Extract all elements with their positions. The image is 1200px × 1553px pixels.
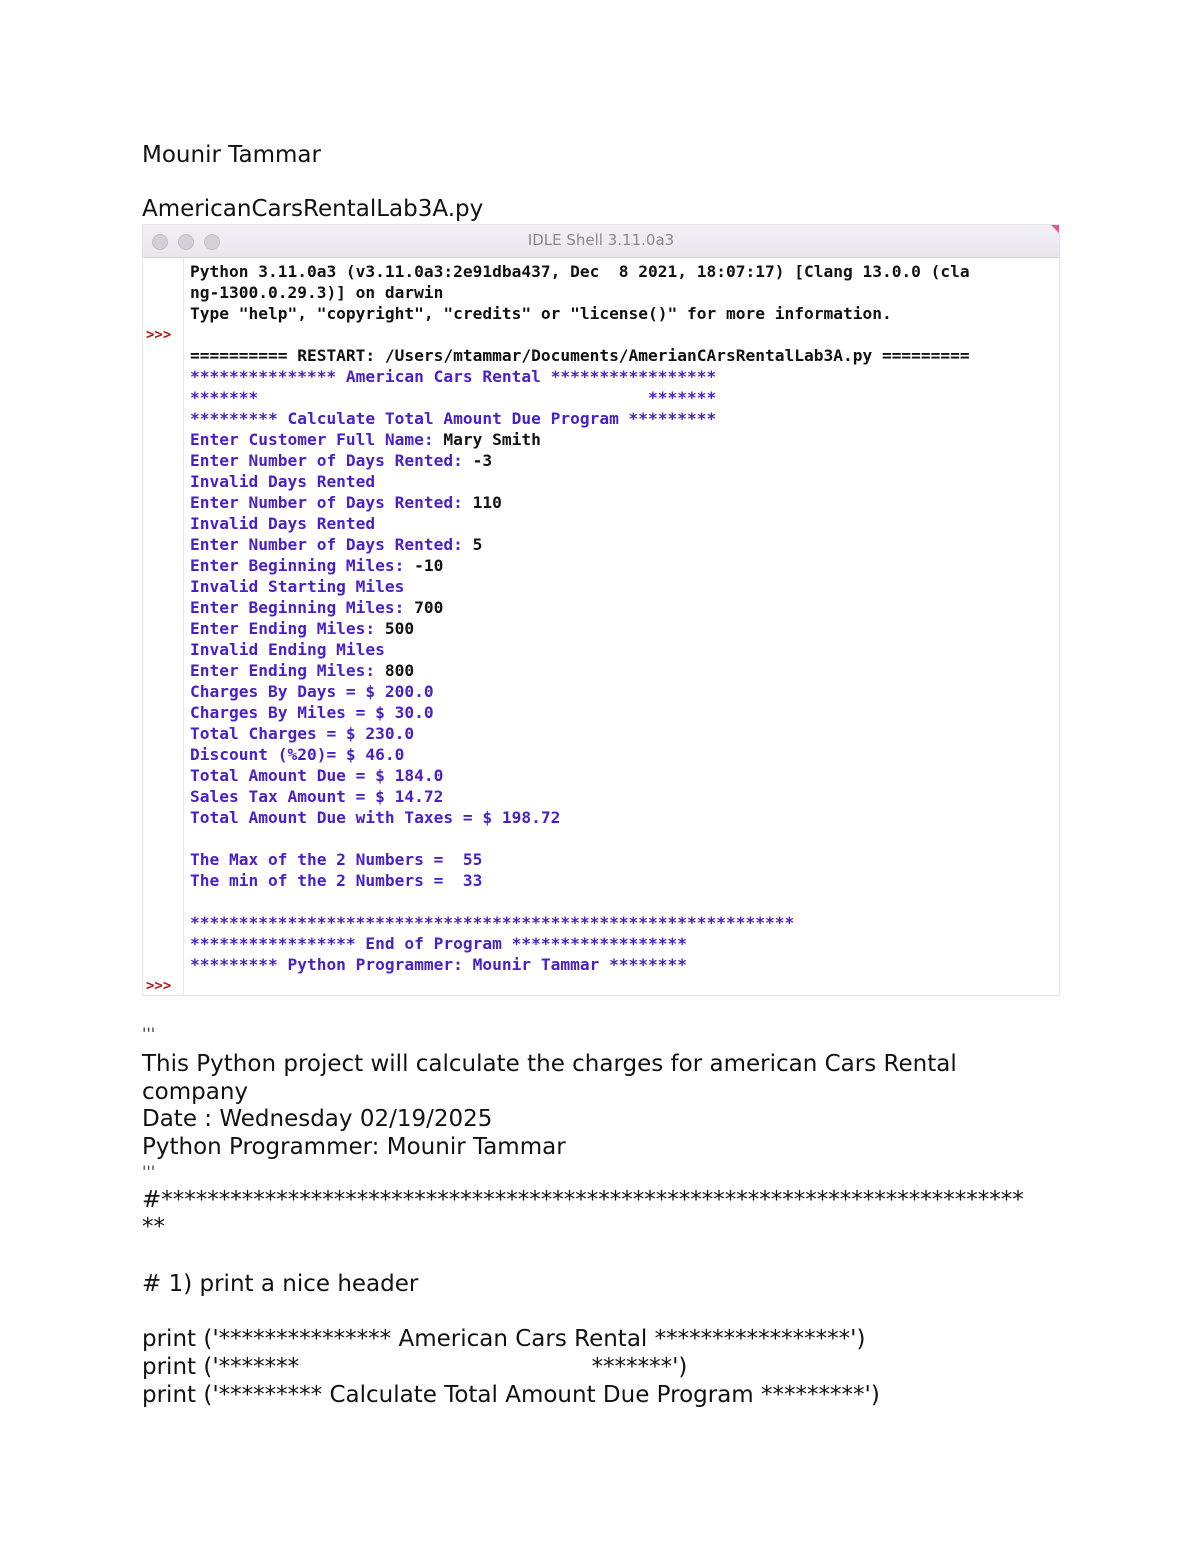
shell-line xyxy=(190,870,1053,891)
title-bar[interactable] xyxy=(143,225,1059,258)
shell-line xyxy=(190,597,1053,618)
shell-output[interactable] xyxy=(190,261,1053,975)
shell-line-text: Enter Ending Miles: xyxy=(190,619,385,638)
shell-line-text: Python 3.11.0a3 (v3.11.0a3:2e91dba437, Dec 8 2021, 18:07:17) [Clang 13.0.0 (cla xyxy=(190,262,970,281)
doc-text-line: This Python project will calculate the charges for american Cars Rental xyxy=(142,1051,957,1077)
shell-line xyxy=(190,765,1053,786)
shell-line xyxy=(190,366,1053,387)
doc-text-line: print ('*************** American Cars Rental *****************') xyxy=(142,1326,866,1352)
doc-text-line: ** xyxy=(142,1214,165,1240)
shell-line xyxy=(190,492,1053,513)
shell-line xyxy=(190,576,1053,597)
shell-line-text: Enter Beginning Miles: xyxy=(190,556,415,575)
shell-line xyxy=(190,912,1053,933)
shell-line xyxy=(190,828,1053,849)
shell-line-text: Invalid Ending Miles xyxy=(190,640,385,659)
shell-line xyxy=(190,471,1053,492)
doc-text-line: ''' xyxy=(142,1162,156,1181)
shell-line xyxy=(190,786,1053,807)
shell-line-text: Enter Customer Full Name: xyxy=(190,430,444,449)
shell-line xyxy=(190,324,1053,345)
shell-user-input: -10 xyxy=(414,556,444,575)
shell-line xyxy=(190,408,1053,429)
shell-line-text: Charges By Days = $ 200.0 xyxy=(190,682,434,701)
shell-line-text: Total Charges = $ 230.0 xyxy=(190,724,415,743)
shell-line xyxy=(190,303,1053,324)
shell-line-text: Charges By Miles = $ 30.0 xyxy=(190,703,434,722)
shell-line xyxy=(190,849,1053,870)
doc-text-line: ''' xyxy=(142,1024,156,1043)
shell-line xyxy=(190,555,1053,576)
shell-line-text: The min of the 2 Numbers = 33 xyxy=(190,871,483,890)
shell-user-input: 110 xyxy=(472,493,502,512)
shell-line xyxy=(190,429,1053,450)
shell-line-text: Invalid Starting Miles xyxy=(190,577,405,596)
shell-line xyxy=(190,618,1053,639)
shell-line-text: Type "help", "copyright", "credits" or "license()" for more information. xyxy=(190,304,892,323)
shell-user-input: 800 xyxy=(384,661,415,680)
shell-line-text: *************** American Cars Rental ***************** xyxy=(190,367,717,386)
shell-line xyxy=(190,513,1053,534)
shell-line-text: The Max of the 2 Numbers = 55 xyxy=(190,850,483,869)
shell-line-text: Enter Number of Days Rented: xyxy=(190,451,473,470)
doc-text-line: print ('********* Calculate Total Amount Due Program *********') xyxy=(142,1382,880,1408)
doc-text-line: Date : Wednesday 02/19/2025 xyxy=(142,1106,493,1132)
shell-user-input: Mary Smith xyxy=(443,430,541,449)
doc-text-line: Python Programmer: Mounir Tammar xyxy=(142,1134,566,1160)
shell-line-text: ng-1300.0.29.3)] on darwin xyxy=(190,283,444,302)
shell-line-text: ========== RESTART: /Users/mtammar/Documents/AmerianCArsRentalLab3A.py ========= xyxy=(190,346,970,365)
shell-line xyxy=(190,387,1053,408)
idle-shell-window xyxy=(142,224,1060,996)
shell-line-text: Invalid Days Rented xyxy=(190,514,376,533)
author-name: Mounir Tammar xyxy=(142,142,321,168)
shell-line-text: Total Amount Due = $ 184.0 xyxy=(190,766,444,785)
shell-line xyxy=(190,639,1053,660)
shell-line xyxy=(190,345,1053,366)
shell-line-text: Discount (%20)= $ 46.0 xyxy=(190,745,405,764)
file-name: AmericanCarsRentalLab3A.py xyxy=(142,196,484,222)
shell-line-text: Enter Number of Days Rented: xyxy=(190,493,473,512)
shell-user-input: -3 xyxy=(472,451,493,470)
shell-line-text: Invalid Days Rented xyxy=(190,472,376,491)
shell-line-text: Total Amount Due with Taxes = $ 198.72 xyxy=(190,808,561,827)
shell-line xyxy=(190,933,1053,954)
shell-line xyxy=(190,702,1053,723)
shell-line-text: Enter Beginning Miles: xyxy=(190,598,415,617)
shell-prompt-1: >>> xyxy=(146,327,172,343)
shell-line-text: ********* Calculate Total Amount Due Program ********* xyxy=(190,409,717,428)
shell-line-text: ******* ******* xyxy=(190,388,717,407)
shell-line xyxy=(190,261,1053,282)
shell-user-input: 5 xyxy=(472,535,483,554)
doc-text-line: # 1) print a nice header xyxy=(142,1271,419,1297)
shell-prompt-2: >>> xyxy=(146,978,172,994)
shell-line xyxy=(190,744,1053,765)
shell-line-text: Enter Ending Miles: xyxy=(190,661,385,680)
corner-marker xyxy=(1051,225,1059,233)
shell-user-input: 700 xyxy=(414,598,444,617)
doc-text-line: company xyxy=(142,1079,249,1105)
shell-line xyxy=(190,534,1053,555)
shell-line xyxy=(190,450,1053,471)
shell-line xyxy=(190,723,1053,744)
doc-text-line: #*************************************************************************** xyxy=(142,1187,1024,1213)
shell-line xyxy=(190,807,1053,828)
window-title: IDLE Shell 3.11.0a3 xyxy=(527,231,675,249)
shell-line xyxy=(190,660,1053,681)
doc-text-line: print ('******* *******') xyxy=(142,1354,688,1380)
prompt-gutter xyxy=(143,258,184,995)
shell-line-text: ********* Python Programmer: Mounir Tammar ******** xyxy=(190,955,688,974)
shell-line xyxy=(190,681,1053,702)
shell-line-text: ***************** End of Program ****************** xyxy=(190,934,688,953)
shell-line-text: ************************************************************** xyxy=(190,913,795,932)
shell-line-text: Sales Tax Amount = $ 14.72 xyxy=(190,787,444,806)
shell-line xyxy=(190,282,1053,303)
shell-line xyxy=(190,891,1053,912)
shell-line-text: Enter Number of Days Rented: xyxy=(190,535,473,554)
shell-user-input: 500 xyxy=(384,619,415,638)
shell-line xyxy=(190,954,1053,975)
